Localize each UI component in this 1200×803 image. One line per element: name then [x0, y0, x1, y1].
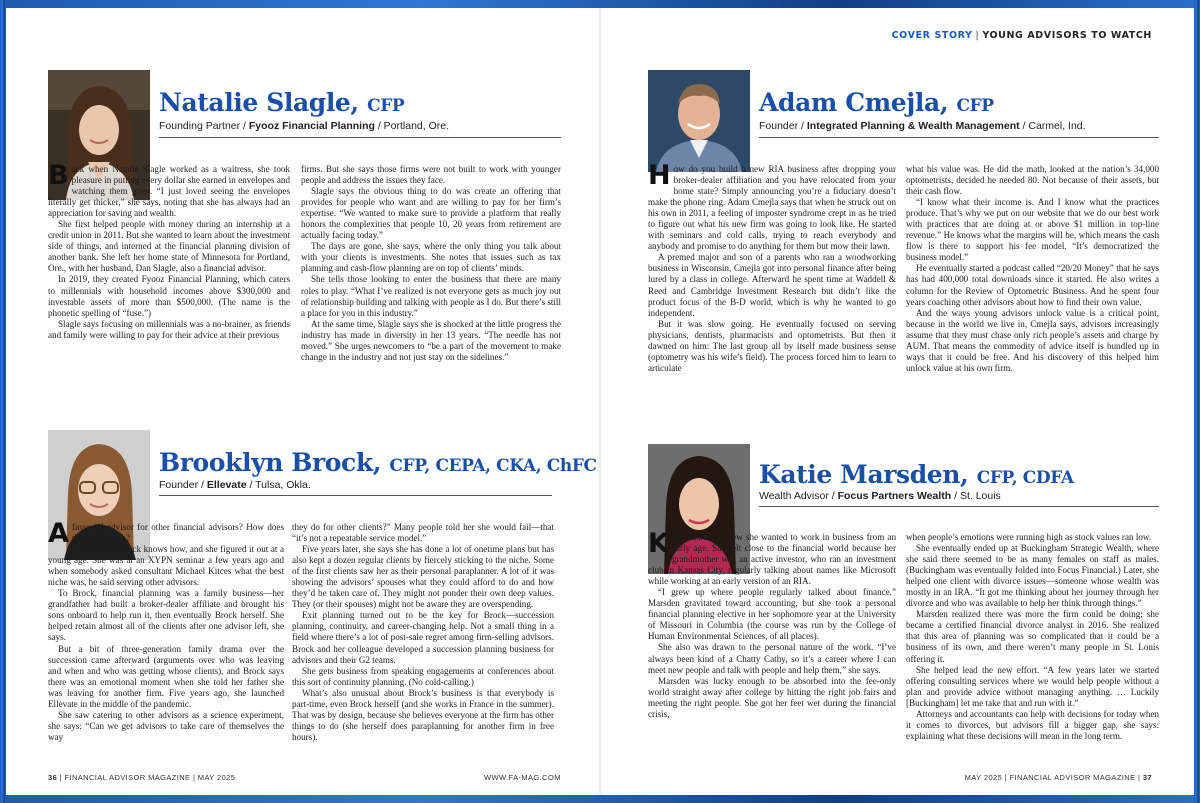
- drop-cap: B: [48, 160, 69, 191]
- name-rule-slagle: [159, 137, 561, 138]
- right-border: [1194, 0, 1200, 803]
- publication-name: FINANCIAL ADVISOR MAGAZINE: [64, 773, 191, 782]
- drop-cap: H: [648, 160, 671, 191]
- article-column-cmejla-1: [648, 160, 896, 374]
- footer-website: [484, 773, 561, 782]
- paragraph: Five years later, she says she has done a lot of onetime plans but has also kept a dozen regular clients by fiercely sticking to the niche. Some of the first clients saw her as their personal paraplanner. A lot of it was showing the advisors’ spouses what they could afford to do and how they’d be taken care of. They might not ponder their own deep values. They (or their spouses) might not be aware they are overspending.: [292, 544, 554, 610]
- profile-name-brock: [159, 448, 597, 477]
- paragraph: Brooklyn Brock knows how, and she figured it out at a young age. She was at an XYPN seminar a few years ago and when somebody asked consultant Michael Kitces what the best niche was, he said serving other advisors.: [48, 544, 284, 588]
- paragraph: Exit planning turned out to be the key for Brock—succession planning, continuity, and career-changing help. Not a small thing in a field where there’s a lot of post-sale regret among firm-selling advisors. Brock and her colleague developed a succession planning business for advisors and their G2 teams.: [292, 610, 554, 665]
- paragraph: She first helped people with money during an internship at a credit union in 2011. But she wanted to learn about the investment side of things, and interned at the financial planning division of another bank. She left her home state of Minnesota for Portland, Ore., with her husband, Dan Slagle, also a financial advisor.: [48, 219, 290, 274]
- paragraph: To Brock, financial planning was a family business—her grandfather had built a broker-dealer affiliate and brought his sons onboard to help run it, then eventually Brock herself. She helped retain almost all of the clients after one advisor left, she says.: [48, 588, 284, 643]
- paragraph: He eventually started a podcast called “20/20 Money” that he says has had 400,000 total downloads since it started. He also writes a column for the Review of Optometric Business. And he spent four years coaching other advisors about how to find their own value.: [906, 263, 1159, 307]
- footer-separator: |: [1138, 773, 1141, 782]
- name-rule-brock: [159, 495, 552, 496]
- paragraph: Katie Marsden knew she wanted to work in business from an early age. She felt close to the financial world because her grandmother was an active investor, who ran an investment club in Kansas City, regularly talking about names like Microsoft while working at an early version of an RIA.: [648, 528, 896, 587]
- name-credentials: CFP: [367, 96, 405, 116]
- drop-cap: A: [48, 518, 69, 549]
- name-credentials: CFP: [956, 96, 994, 116]
- issue-date: MAY 2025: [964, 773, 1003, 782]
- article-column-marsden-1: [648, 528, 896, 720]
- article-column-slagle-2: [301, 164, 561, 363]
- profile-name-slagle: [159, 88, 404, 117]
- paragraph: What’s also unusual about Brock’s business is that everybody is part-time, even Brock herself (and she works in France in the summer). That was by design, because she believes everyone at the firm has other things to do (she herself does paraplanning for another firm in free hours).: [292, 687, 554, 742]
- paragraph: She eventually ended up at Buckingham Strategic Wealth, where she said there seemed to be as many females on staff as males. (Buckingham was eventually folded into Focus Financial.) Later, she helped one client with divorce issues—someone whose wealth was mostly in an IRA. “It got me thinking about her journey through her divorce and who was available to help her think through things.”: [906, 543, 1159, 609]
- section-label-title: YOUNG ADVISORS TO WATCH: [982, 30, 1152, 41]
- paragraph: A financial advisor for other financial advisors? How does that even work?: [48, 518, 284, 549]
- role-title: Founder /: [159, 479, 207, 491]
- profile-name-marsden: [759, 460, 1074, 489]
- paragraph: Marsden was lucky enough to be absorbed into the fee-only world straight away after college by hitting the right job fairs and meeting the right people. She got her feet wet during the financial crisis,: [648, 675, 896, 719]
- paragraph: “I know what their income is. And I know what the practices produce. That’s why we put on our website that we do our best work with practices that are doing at or above $1 million in top-line revenue.” He knows what the margins will be, which means the cash flow is there to support his fee model. “It’s democratized the business model.”: [906, 197, 1159, 263]
- role-location: / St. Louis: [951, 490, 1001, 502]
- section-header: [892, 30, 1152, 41]
- paragraph: She gets business from speaking engagements at conferences about this sort of continuity planning. (No cold-calling.): [292, 665, 554, 687]
- paragraph: She tells those looking to enter the business that there are many roles to play. “What I’ve realized is not everyone gets as much joy out of relationship building and talking with people as I do. But there’s still a place for you in this industry.”: [301, 274, 561, 318]
- role-location: / Portland, Ore.: [374, 120, 450, 132]
- role-location: / Tulsa, Okla.: [246, 479, 311, 491]
- name-credentials: CFP, CDFA: [976, 468, 1074, 488]
- profile-role-brock: [159, 479, 311, 491]
- portrait-photo-cmejla: [648, 70, 750, 172]
- page-number-left: 36: [48, 773, 58, 782]
- paragraph: In 2019, they created Fyooz Financial Planning, which caters to millennials with household incomes above $300,000 and investable assets of more than $500,000. (The name is the phonetic spelling of “fuse.”): [48, 274, 290, 318]
- role-title: Founding Partner /: [159, 120, 249, 132]
- paragraph: And the ways young advisors unlock value is a critical point, because in the world we live in, Cmejla says, advisors increasingly assume that they must chase only rich people’s assets and charge by AUM. That means the commodity of advice itself is bundled up in ways that it could be free. And his discovery of this helped him unlock value at his own firm.: [906, 307, 1159, 373]
- role-firm: Fyooz Financial Planning: [248, 120, 375, 132]
- paragraph: But it was slow going. He eventually focused on serving physicians, dentists, pharmacists and optometrists. But then it dawned on him: The last group all by itself made business sense (optometry was his wife’s field). The process forced him to learn to articulate: [648, 318, 896, 373]
- paragraph: She helped lead the new effort. “A few years later we started offering consulting services where we would help people without a plan and provide advice without managing anything. … Luckily [Buckingham] let me take that and run with it.”: [906, 664, 1159, 708]
- paragraph: She saw catering to other advisors as a science experiment, she says: “Can we get advisors to take care of themselves the way: [48, 709, 284, 742]
- role-location: / Carmel, Ind.: [1019, 120, 1086, 132]
- publication-name: FINANCIAL ADVISOR MAGAZINE: [1009, 773, 1136, 782]
- paragraph: A premed major and son of a parents who ran a woodworking business in Wisconsin, Cmejla got into personal finance after being lured by a class in college. Afterward he spent time at Waddell & Reed and Cambridge Investment Research but didn’t like the product focus of the B-D world, which is why he wanted to go independent.: [648, 252, 896, 318]
- paragraph: what his value was. He did the math, looked at the nation’s 34,000 optometrists, decided he needed 80. Not because of their assets, but their cash flow.: [906, 164, 1159, 197]
- name-rule-cmejla: [759, 137, 1159, 138]
- name-credentials: CFP, CEPA, CKA, ChFC: [389, 456, 597, 476]
- paragraph: At the same time, Slagle says she is shocked at the little progress the industry has made in diversity in her 13 years. “The needle has not moved.” She urges newcomers to “be a part of the movement to make change in the industry and not just stay on the sidelines.”: [301, 318, 561, 362]
- top-border: [0, 0, 1200, 8]
- paragraph: Slagle says focusing on millennials was a no-brainer, as friends and family were willing to pay for their advice at their previous: [48, 318, 290, 340]
- paragraph: firms. But she says those firms were not built to work with younger people and address the issues they face.: [301, 164, 561, 186]
- role-firm: Integrated Planning & Wealth Management: [806, 120, 1020, 132]
- name-rule-marsden: [759, 506, 1159, 507]
- paragraph: How do you build a new RIA business after dropping your broker-dealer affiliation and you have relocated from your home state? Simply announcing you’re a fiduciary doesn’t make the phone ring. Adam Cmejla says that when he struck out on his own in 2011, a feeling of imposter syndrome crept in as he tried to figure out what his new firm was going to look like. He started with seminars and cold calls, trying to reach everybody and anybody and promise to do anything for them but mow their lawn.: [648, 160, 896, 252]
- article-column-cmejla-2: [906, 164, 1159, 374]
- section-label-cover: COVER STORY: [891, 30, 973, 41]
- paragraph: they do for other clients?” Many people told her she would fail—that “it’s not a repeatable service model.”: [292, 522, 554, 544]
- paragraph: Slagle says the obvious thing to do was create an offering that provides for people who want and are willing to pay for her firm’s expertise. “We wanted to make sure to provide a platform that really honors the complexities that people 10, 20 years from retirement are actually facing today.”: [301, 186, 561, 241]
- drop-cap: K: [648, 528, 669, 559]
- role-firm: Focus Partners Wealth: [837, 490, 952, 502]
- profile-role-marsden: [759, 490, 1001, 502]
- footer-separator: |: [59, 773, 62, 782]
- footer-left: [48, 773, 235, 782]
- magazine-spread: [6, 8, 1194, 795]
- paragraph: when people’s emotions were running high as stock values ran low.: [906, 532, 1152, 542]
- article-column-brock-2: [292, 522, 554, 743]
- paragraph: The days are gone, she says, where the only thing you talk about with your clients is investments. She notes that issues such as tax planning and cash-flow planning are on top of clients’ minds.: [301, 241, 561, 274]
- name-text: Adam Cmejla,: [759, 88, 949, 117]
- role-title: Founder /: [759, 120, 807, 132]
- paragraph: Back when Natalie Slagle worked as a waitress, she took pleasure in putting every dollar she earned in envelopes and watching them grow. “I just loved seeing the envelopes literally get thicker,” she says, noting that she has always had an appreciation for saving and wealth.: [48, 160, 290, 219]
- bottom-border: [0, 795, 1200, 803]
- paragraph: She also was drawn to the personal nature of the work. “I’ve always been kind of a Chatty Cathy, so it’s a career where I can meet new people and talk with people and help them,” she says.: [648, 642, 896, 675]
- name-text: Natalie Slagle,: [159, 88, 359, 117]
- role-title: Wealth Advisor /: [759, 490, 838, 502]
- paragraph: Attorneys and accountants can help with decisions for today when it comes to divorces, but advisors fill a bigger gap, she says: explaining what these decisions will mean in the long term.: [906, 708, 1159, 741]
- page-number-right: 37: [1142, 773, 1152, 782]
- profile-role-cmejla: [759, 120, 1086, 132]
- profile-name-cmejla: [759, 88, 994, 117]
- profile-role-slagle: [159, 120, 449, 132]
- article-column-slagle-1: [48, 160, 290, 341]
- name-text: Brooklyn Brock,: [159, 448, 382, 477]
- page-gutter: [599, 8, 601, 795]
- article-column-brock-1: [48, 518, 284, 743]
- footer-separator: |: [1004, 773, 1008, 782]
- role-firm: Ellevate: [206, 479, 247, 491]
- footer-right: [965, 773, 1152, 782]
- section-divider: |: [975, 30, 980, 41]
- name-text: Katie Marsden,: [759, 460, 969, 489]
- article-column-marsden-2: [906, 532, 1159, 742]
- paragraph: “I grew up where people regularly talked about finance.” Marsden gravitated toward accounting, but she took a personal financial planning elective in her sophomore year at the University of Missouri in Columbia (the course was run by the College of Human Environmental Sciences, of all places).: [648, 587, 896, 642]
- paragraph: Marsden realized there was more the firm could be doing; she became a certified financial divorce analyst in 2016. She realized that this area of planning was so complicated that it could be a business of its own, and there weren’t many people in St. Louis offering it.: [906, 609, 1159, 664]
- paragraph: But a bit of three-generation family drama over the succession came afterward (arguments over who was leaving and when and who was getting whose clients), and Brock says there was an emotional moment when she told her father she was leaving for another firm. Five years ago, she launched Ellevate in the middle of the pandemic.: [48, 643, 284, 709]
- issue-date: MAY 2025: [197, 773, 236, 782]
- website-url: WWW.FA-MAG.COM: [484, 773, 561, 782]
- footer-separator: |: [192, 773, 196, 782]
